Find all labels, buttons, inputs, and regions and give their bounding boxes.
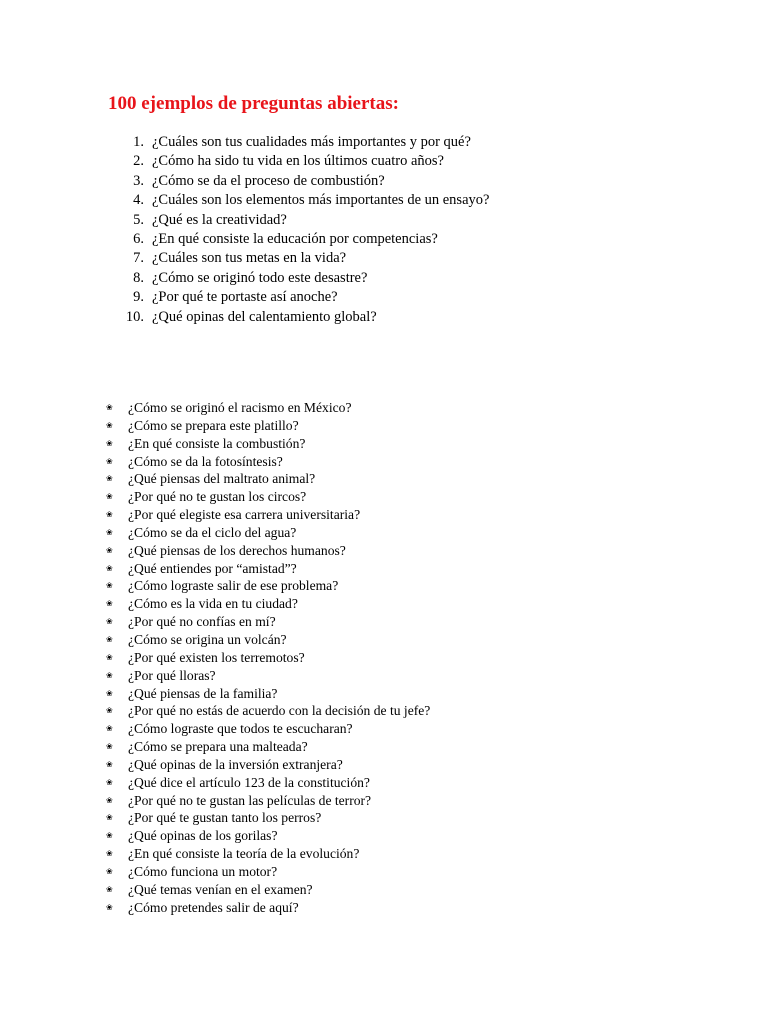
flower-bullet-icon: ❀ bbox=[106, 670, 113, 680]
flower-bullet-icon: ❀ bbox=[106, 634, 113, 644]
flower-bullet-icon: ❀ bbox=[106, 492, 113, 502]
flower-bullet-icon: ❀ bbox=[106, 581, 113, 591]
question-text: ¿Cómo se da la fotosíntesis? bbox=[128, 453, 283, 469]
flower-bullet-icon: ❀ bbox=[106, 813, 113, 823]
question-text: ¿Por qué no confías en mí? bbox=[128, 614, 276, 630]
question-text: ¿Qué opinas de los gorilas? bbox=[128, 828, 278, 844]
item-number: 5. bbox=[133, 211, 144, 228]
question-text: ¿Cómo se origina un volcán? bbox=[128, 631, 287, 647]
item-number: 4. bbox=[133, 192, 144, 209]
question-text: ¿Qué opinas del calentamiento global? bbox=[152, 308, 377, 325]
question-text: ¿Qué piensas de la familia? bbox=[128, 685, 278, 701]
question-text: ¿Cuáles son tus cualidades más importantes y por qué? bbox=[152, 134, 471, 150]
question-text: ¿Qué temas venían en el examen? bbox=[128, 881, 313, 897]
question-text: ¿Por qué te gustan tanto los perros? bbox=[128, 810, 322, 826]
question-text: ¿Qué es la creatividad? bbox=[152, 211, 287, 228]
flower-bullet-icon: ❀ bbox=[106, 724, 113, 734]
question-text: ¿Qué dice el artículo 123 de la constitución? bbox=[128, 774, 370, 790]
flower-bullet-icon: ❀ bbox=[106, 849, 113, 859]
flower-bullet-icon: ❀ bbox=[106, 545, 113, 555]
question-text: ¿Por qué te portaste así anoche? bbox=[152, 289, 338, 306]
item-number: 6. bbox=[133, 230, 144, 247]
flower-bullet-icon: ❀ bbox=[106, 474, 113, 484]
item-number: 10. bbox=[125, 308, 144, 325]
question-text: ¿Por qué no te gustan los circos? bbox=[128, 489, 307, 505]
flower-bullet-icon: ❀ bbox=[106, 706, 113, 716]
flower-bullet-icon: ❀ bbox=[106, 902, 113, 912]
question-text: ¿Cómo lograste salir de ese problema? bbox=[128, 578, 339, 594]
flower-bullet-icon: ❀ bbox=[106, 866, 113, 876]
question-text: ¿Cómo ha sido tu vida en los últimos cuatro años? bbox=[152, 153, 444, 170]
question-text: ¿Cómo se originó el racismo en México? bbox=[128, 400, 352, 415]
flower-bullet-icon: ❀ bbox=[106, 403, 113, 412]
question-text: ¿Qué piensas de los derechos humanos? bbox=[128, 542, 346, 558]
flower-bullet-icon: ❀ bbox=[106, 510, 113, 520]
item-number: 7. bbox=[133, 250, 144, 267]
question-text: ¿Por qué lloras? bbox=[128, 667, 216, 683]
flower-bullet-icon: ❀ bbox=[106, 563, 113, 573]
flower-bullet-icon: ❀ bbox=[106, 777, 113, 787]
flower-bullet-icon: ❀ bbox=[106, 456, 113, 466]
question-text: ¿Cómo se da el proceso de combustión? bbox=[152, 172, 385, 189]
document-title: 100 ejemplos de preguntas abiertas: bbox=[108, 93, 399, 114]
question-text: ¿Qué entiendes por “amistad”? bbox=[128, 560, 297, 576]
question-text: ¿Cómo se originó todo este desastre? bbox=[152, 269, 368, 286]
question-text: ¿Cómo pretendes salir de aquí? bbox=[128, 899, 299, 915]
question-text: ¿Cómo se prepara una malteada? bbox=[128, 739, 308, 755]
item-number: 2. bbox=[133, 153, 144, 170]
flower-bullet-icon: ❀ bbox=[106, 652, 113, 662]
item-number: 3. bbox=[133, 172, 144, 189]
question-text: ¿Qué piensas del maltrato animal? bbox=[128, 471, 316, 487]
question-text: ¿Cómo es la vida en tu ciudad? bbox=[128, 596, 298, 612]
flower-bullet-icon: ❀ bbox=[106, 759, 113, 769]
item-number: 9. bbox=[133, 289, 144, 306]
question-text: ¿En qué consiste la teoría de la evolución? bbox=[128, 846, 360, 862]
question-text: ¿Cómo funciona un motor? bbox=[128, 863, 278, 879]
flower-bullet-icon: ❀ bbox=[106, 831, 113, 841]
question-text: ¿Cuáles son los elementos más importantes de un ensayo? bbox=[152, 192, 490, 209]
question-text: ¿Por qué elegiste esa carrera universitaria? bbox=[128, 507, 361, 523]
flower-bullet-icon: ❀ bbox=[106, 438, 113, 448]
flower-bullet-icon: ❀ bbox=[106, 420, 113, 430]
flower-bullet-icon: ❀ bbox=[106, 617, 113, 627]
question-text: ¿En qué consiste la educación por competencias? bbox=[152, 230, 438, 247]
question-text: ¿Cuáles son tus metas en la vida? bbox=[152, 250, 347, 267]
flower-bullet-icon: ❀ bbox=[106, 599, 113, 609]
question-text: ¿Cómo se prepara este platillo? bbox=[128, 417, 299, 433]
question-text: ¿Cómo se da el ciclo del agua? bbox=[128, 524, 297, 540]
flower-bullet-icon: ❀ bbox=[106, 527, 113, 537]
question-text: ¿Qué opinas de la inversión extranjera? bbox=[128, 756, 343, 772]
question-text: ¿Cómo lograste que todos te escucharan? bbox=[128, 721, 353, 737]
flower-bullet-icon: ❀ bbox=[106, 884, 113, 894]
question-text: ¿Por qué existen los terremotos? bbox=[128, 649, 305, 665]
flower-bullet-icon: ❀ bbox=[106, 688, 113, 698]
question-text: ¿Por qué no estás de acuerdo con la decisión de tu jefe? bbox=[128, 703, 431, 719]
question-text: ¿Por qué no te gustan las películas de terror? bbox=[128, 792, 372, 808]
flower-bullet-icon: ❀ bbox=[106, 795, 113, 805]
item-number: 8. bbox=[133, 269, 144, 286]
item-number: 1. bbox=[133, 134, 144, 150]
flower-bullet-icon: ❀ bbox=[106, 742, 113, 752]
question-text: ¿En qué consiste la combustión? bbox=[128, 435, 306, 451]
